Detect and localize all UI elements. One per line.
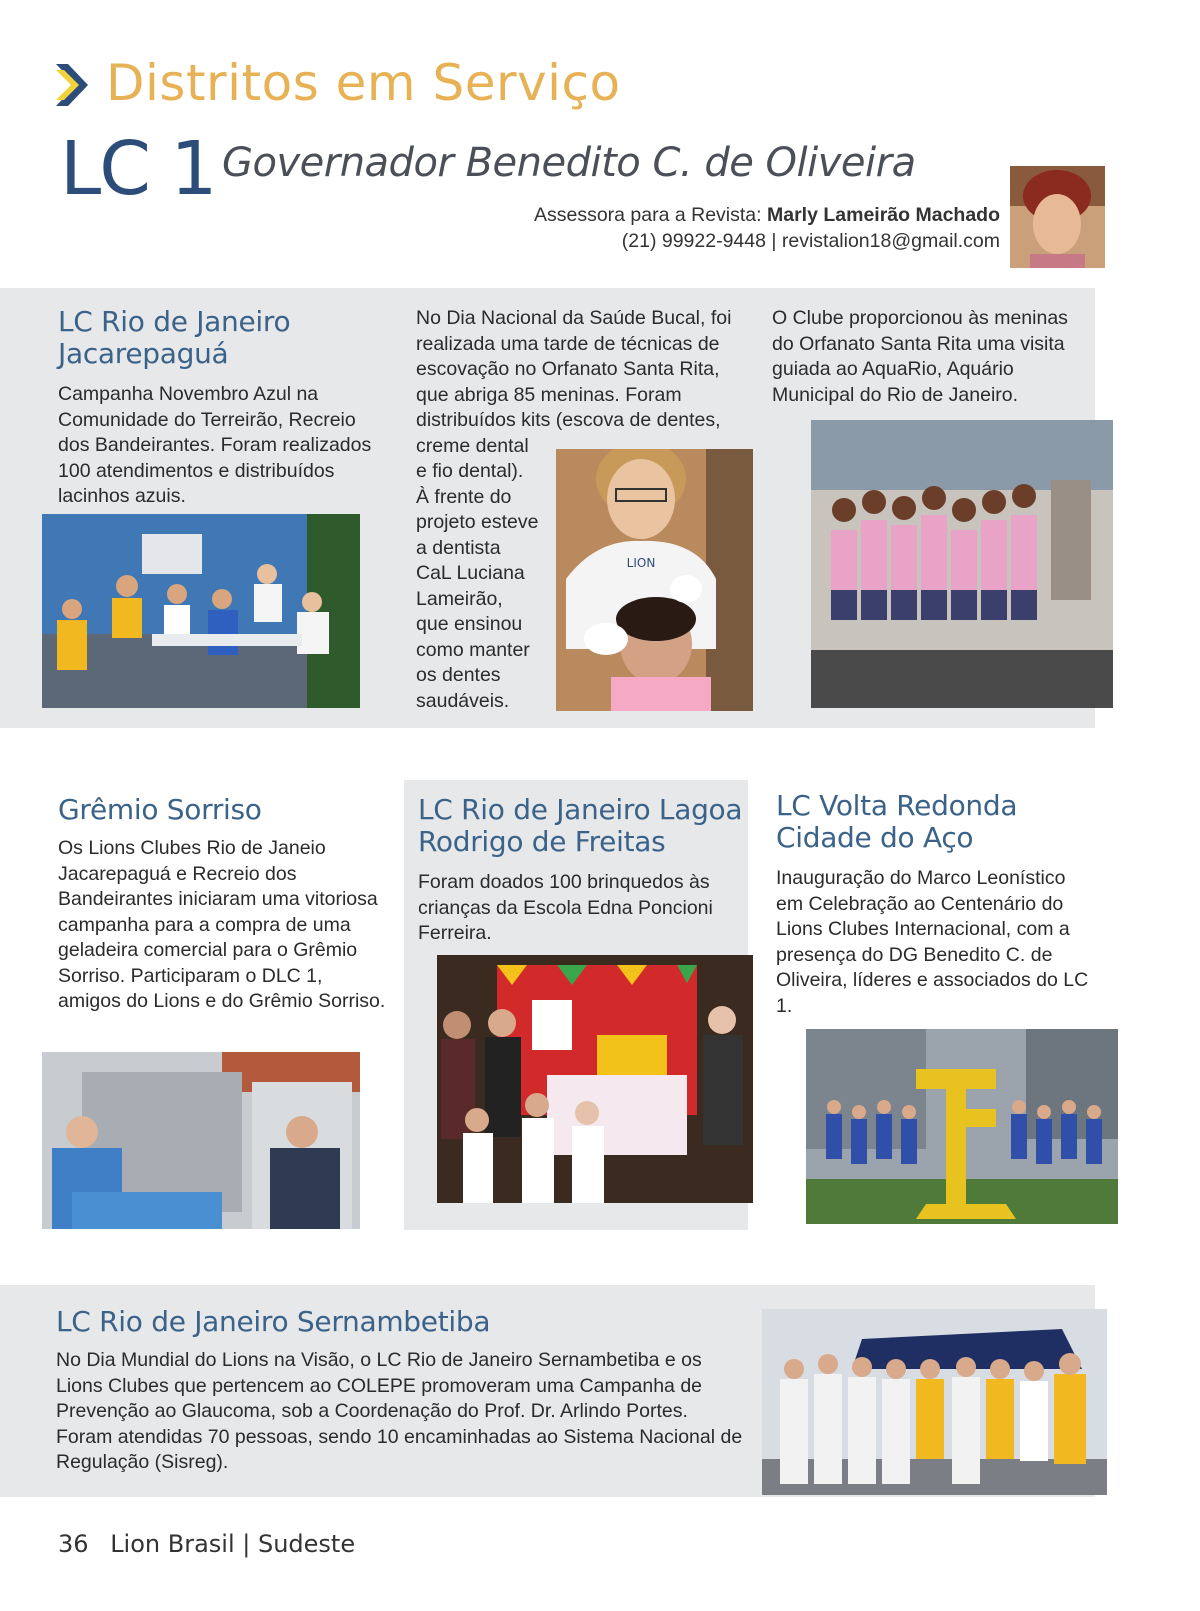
- club-title-line1: LC Volta Redonda: [776, 789, 1018, 822]
- club-title: [418, 794, 748, 858]
- article-jacarepagua: [58, 306, 388, 510]
- text-line: À frente do: [416, 485, 512, 508]
- chevron-icon: [56, 64, 96, 106]
- text-line: Lameirão,: [416, 587, 503, 610]
- text-line: saudáveis.: [416, 689, 510, 712]
- text-line: que ensinou: [416, 613, 523, 635]
- article-gremio: [58, 794, 388, 1015]
- article-text: O Clube proporcionou às meninas do Orfanato Santa Rita uma visita guiada ao AquaRio, Aquário Municipal do Rio de Janeiro.: [772, 307, 1068, 406]
- article-text: Campanha Novembro Azul na Comunidade do Terreirão, Recreio dos Bandeirantes. Foram realizados 100 atendimentos e distribuídos lacinhos azuis.: [58, 383, 372, 507]
- club-title-line2: Cidade do Aço: [776, 821, 974, 854]
- advisor-contact: (21) 99922-9448 | revistalion18@gmail.com: [621, 230, 1000, 252]
- photo-glaucoma: [762, 1309, 1107, 1495]
- page-number: 36: [58, 1530, 89, 1558]
- text-line: como manter: [416, 638, 530, 661]
- article-lagoa: [418, 794, 748, 947]
- article-sernambetiba: [56, 1306, 746, 1476]
- advisor-photo: [1010, 166, 1105, 268]
- text-line: CaL Luciana: [416, 562, 525, 584]
- publication-name: Lion Brasil | Sudeste: [110, 1530, 356, 1558]
- photo-aquario: [811, 420, 1113, 708]
- club-title: Grêmio Sorriso: [58, 793, 262, 826]
- club-title-line1: LC Rio de Janeiro: [58, 305, 291, 338]
- article-text: Foram doados 100 brinquedos às crianças da Escola Edna Poncioni Ferreira.: [418, 871, 713, 944]
- governor-name: Governador Benedito C. de Oliveira: [222, 140, 916, 186]
- article-text: Os Lions Clubes Rio de Janeio Jacarepaguá e Recreio dos Bandeirantes iniciaram uma vitoriosa campanha para a compra de uma geladeira comercial para o Grêmio Sorriso. Participaram o DLC 1, amigos do Lions e do Grêmio Sorriso.: [58, 837, 386, 1012]
- article-text-top: No Dia Nacional da Saúde Bucal, foi realizada uma tarde de técnicas de escovação no Orfanato Santa Rita, que abriga 85 meninas. Foram distribuídos kits (escova de dentes,: [416, 307, 732, 431]
- club-title: LC Rio de Janeiro Sernambetiba: [56, 1305, 491, 1338]
- club-title: [58, 306, 388, 370]
- svg-text:LION: LION: [626, 556, 656, 570]
- text-line: creme dental: [416, 434, 529, 457]
- photo-novembro-azul: [42, 514, 360, 708]
- photo-geladeira: [42, 1052, 360, 1229]
- text-line: a dentista: [416, 536, 501, 559]
- advisor-label: Assessora para a Revista:: [533, 204, 762, 226]
- text-line: e fio dental).: [416, 460, 524, 482]
- club-title: [776, 790, 1096, 854]
- text-line: os dentes: [416, 664, 501, 686]
- photo-brinquedos: [437, 955, 753, 1203]
- text-line: projeto esteve: [416, 511, 539, 533]
- district-name: LC 1: [60, 126, 216, 212]
- article-text: No Dia Mundial do Lions na Visão, o LC Rio de Janeiro Sernambetiba e os Lions Clubes que pertencem ao COLEPE promoveram uma Campanha de Prevenção ao Glaucoma, sob a Coordenação do Prof. Dr. Arlindo Portes. Foram atendidas 70 pessoas, sendo 10 encaminhadas ao Sistema Nacional de Regulação (Sisreg).: [56, 1349, 743, 1473]
- article-volta-redonda: [776, 790, 1096, 1019]
- club-title-line2: Jacarepaguá: [58, 337, 229, 370]
- article-aquario: [772, 306, 1092, 408]
- page-footer: [58, 1530, 369, 1558]
- advisor-info: [534, 202, 1000, 254]
- photo-dentista: [556, 449, 753, 711]
- club-title-line1: LC Rio de Janeiro Lagoa: [418, 793, 743, 826]
- section-title: Distritos em Serviço: [106, 54, 621, 112]
- article-text: Inauguração do Marco Leonístico em Celebração ao Centenário do Lions Clubes Internacional, com a presença do DG Benedito C. de Oliveira, líderes e associados do LC 1.: [776, 867, 1089, 1017]
- advisor-name: Marly Lameirão Machado: [767, 204, 1000, 226]
- photo-marco-leonistico: [806, 1029, 1118, 1224]
- club-title-line2: Rodrigo de Freitas: [418, 825, 666, 858]
